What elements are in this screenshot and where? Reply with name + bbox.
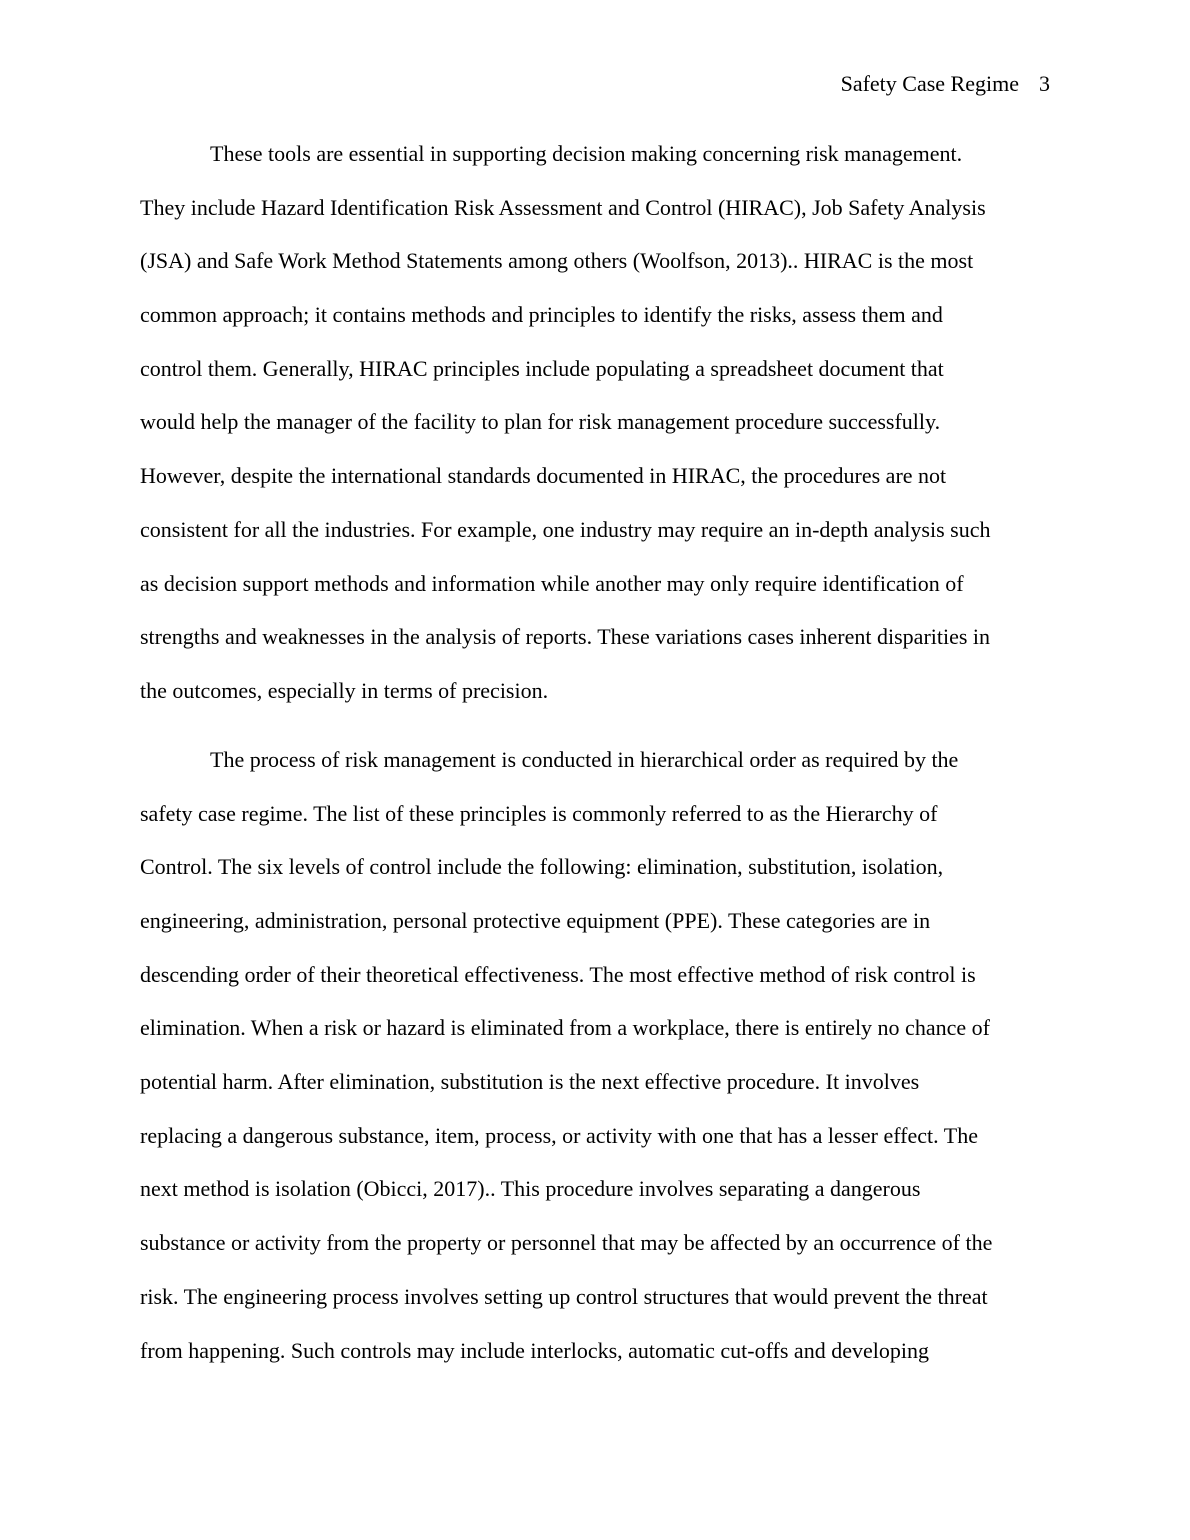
paragraph-line: strengths and weaknesses in the analysis of reports. These variations cases inherent disparities in (140, 624, 991, 650)
paragraph-line: consistent for all the industries. For example, one industry may require an in-depth analysis such (140, 516, 991, 542)
paragraph-line: substance or activity from the property or personnel that may be affected by an occurrence of the (140, 1230, 993, 1256)
paragraph-line: potential harm. After elimination, substitution is the next effective procedure. It involves (140, 1069, 920, 1095)
paragraph-line: risk. The engineering process involves setting up control structures that would prevent the threat (140, 1283, 988, 1309)
paragraph-spacing (140, 731, 1050, 746)
paragraph-line: These tools are essential in supporting decision making concerning risk management. (210, 141, 963, 166)
paragraph-line: common approach; it contains methods and principles to identify the risks, assess them and (140, 302, 943, 328)
paragraph-line: They include Hazard Identification Risk Assessment and Control (HIRAC), Job Safety Analysis (140, 194, 986, 220)
paragraph-line: safety case regime. The list of these principles is commonly referred to as the Hierarchy of (140, 800, 938, 826)
running-head (841, 70, 1050, 98)
paragraph-line: The process of risk management is conducted in hierarchical order as required by the (210, 746, 959, 772)
paragraph-2 (140, 746, 1050, 1390)
paragraph-1 (140, 140, 1050, 731)
running-head-title: Safety Case Regime (840, 71, 1019, 96)
paragraph-line: descending order of their theoretical effectiveness. The most effective method of risk control is (140, 961, 976, 987)
paragraph-line: as decision support methods and information while another may only require identification of (140, 570, 964, 596)
paragraph-line: Control. The six levels of control include the following: elimination, substitution, isolation, (140, 854, 944, 880)
paragraph-line: engineering, administration, personal protective equipment (PPE). These categories are in (140, 908, 931, 934)
body-text (140, 140, 1050, 1390)
paragraph-line: (JSA) and Safe Work Method Statements among others (Woolfson, 2013).. HIRAC is the most (140, 248, 974, 274)
paragraph-line: control them. Generally, HIRAC principles include populating a spreadsheet document that (140, 355, 944, 381)
paragraph-line: would help the manager of the facility to plan for risk management procedure successfully. (140, 409, 941, 435)
paragraph-line: elimination. When a risk or hazard is eliminated from a workplace, there is entirely no chance of (140, 1015, 990, 1041)
paragraph-line: However, despite the international standards documented in HIRAC, the procedures are not (140, 463, 947, 489)
paragraph-line: next method is isolation (Obicci, 2017).. This procedure involves separating a dangerous (140, 1176, 921, 1202)
paragraph-line: replacing a dangerous substance, item, process, or activity with one that has a lesser effect. The (140, 1122, 978, 1148)
paragraph-line: the outcomes, especially in terms of precision. (140, 677, 549, 703)
page-number: 3 (1039, 71, 1050, 96)
paragraph-line: from happening. Such controls may include interlocks, automatic cut-offs and developing (140, 1337, 929, 1363)
